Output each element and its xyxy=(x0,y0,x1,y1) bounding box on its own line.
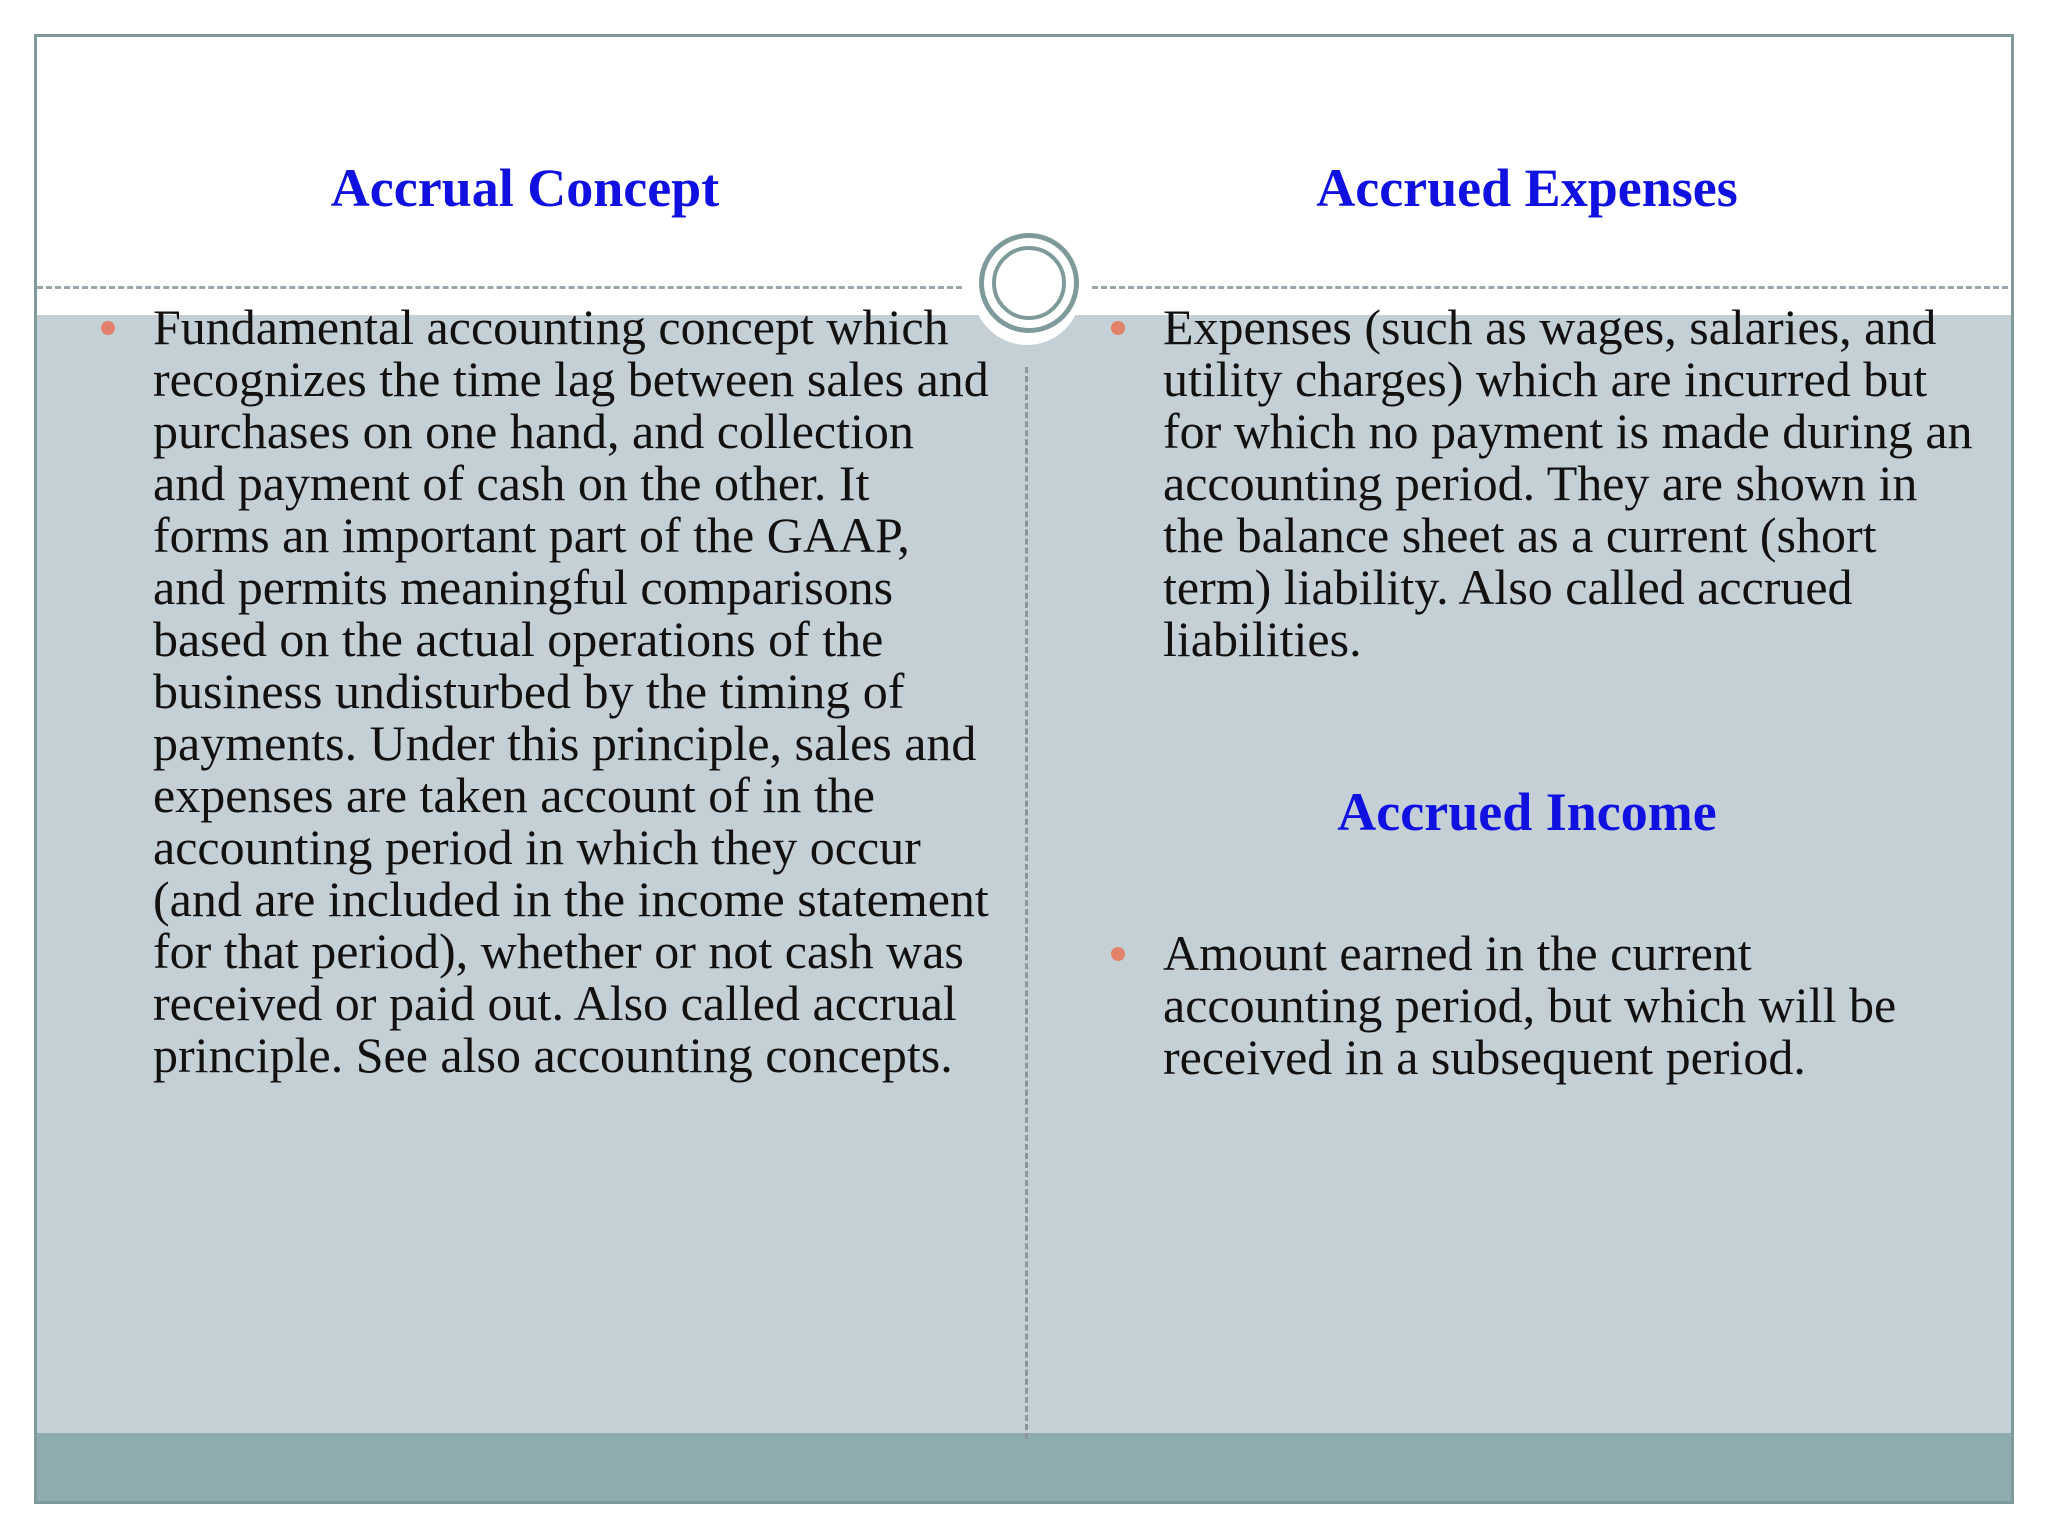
bullet-dot-icon xyxy=(1111,947,1125,961)
heading-accrued-income: Accrued Income xyxy=(1337,782,1717,842)
column-divider xyxy=(1025,367,1028,1439)
bullet-accrued-expenses xyxy=(1163,301,1983,665)
bullet-accrual-concept xyxy=(153,301,993,1081)
bullet-accrued-income xyxy=(1163,927,1983,1083)
title-divider-left xyxy=(37,286,962,289)
bullet-dot-icon xyxy=(1111,321,1125,335)
slide xyxy=(34,34,2014,1504)
bullet-text: Fundamental accounting concept which recognizes the time lag between sales and purchases on one hand, and collection and payment of cash on the other. It forms an important part of the GAAP, and permits meaningful comparisons based on the actual operations of the business undisturbed by the timing of payments. Under this principle, sales and expenses are taken account of in the accounting period in which they occur (and are included in the income statement for that period), whether or not cash was received or paid out. Also called accrual principle. See also accounting concepts. xyxy=(153,299,989,1083)
circle-ornament-inner xyxy=(992,246,1066,320)
title-divider-right xyxy=(1092,286,2014,289)
heading-accrual-concept: Accrual Concept xyxy=(330,158,720,218)
bullet-dot-icon xyxy=(101,321,115,335)
heading-accrued-expenses: Accrued Expenses xyxy=(1316,158,1738,218)
bullet-text: Expenses (such as wages, salaries, and utility charges) which are incurred but for which no payment is made during an accounting period. They are shown in the balance sheet as a current (short term) liability. Also called accrued liabilities. xyxy=(1163,299,1973,667)
footer-bar xyxy=(37,1433,2011,1501)
bullet-text: Amount earned in the current accounting period, but which will be received in a subsequent period. xyxy=(1163,925,1897,1085)
circle-ornament-icon xyxy=(979,233,1079,333)
